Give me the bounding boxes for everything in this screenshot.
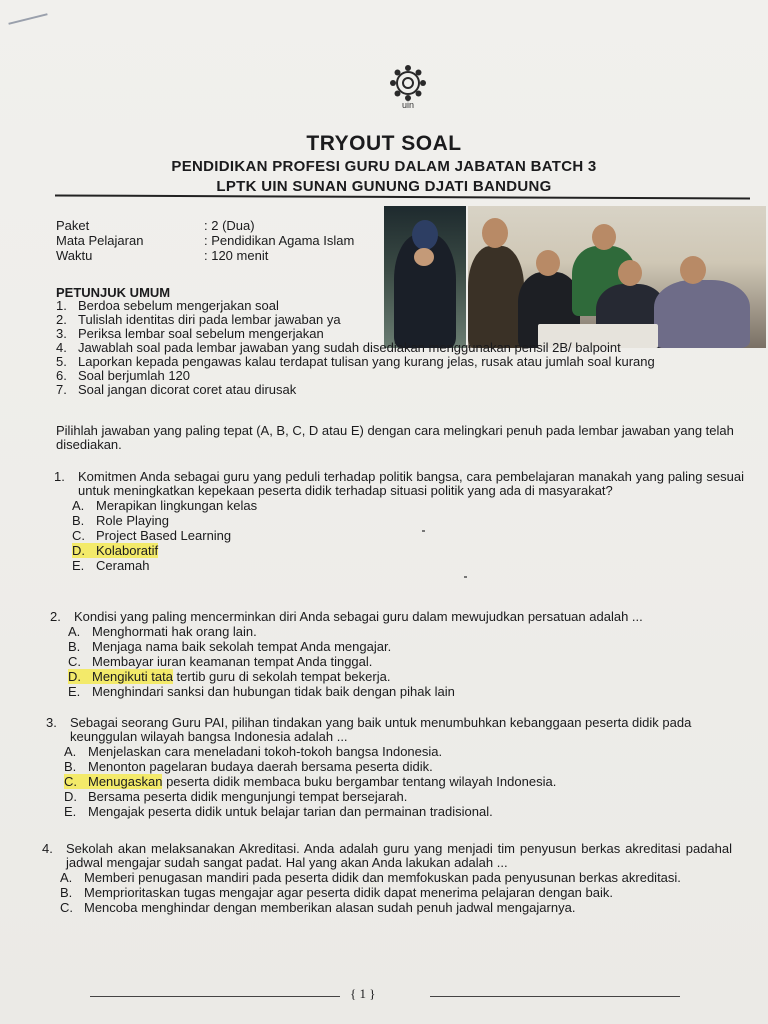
- list-item: 4. Jawablah soal pada lembar jawaban yang sudah disediakan menggunakan pensil 2B/ balpoint: [56, 340, 621, 355]
- list-item: 6. Soal berjumlah 120: [56, 368, 191, 383]
- uin-logo: [386, 64, 430, 120]
- meta-row: Paket : 2 (Dua): [56, 218, 255, 233]
- option: A. Merapikan lingkungan kelas: [72, 498, 258, 513]
- footer-line-right: [430, 996, 680, 997]
- option: B. Menonton pagelaran budaya daerah bersama peserta didik.: [64, 759, 433, 774]
- option: A. Menjelaskan cara meneladani tokoh-tokoh bangsa Indonesia.: [64, 744, 443, 759]
- doc-subtitle: PENDIDIKAN PROFESI GURU DALAM JABATAN BATCH 3: [171, 158, 597, 175]
- option: A. Memberi penugasan mandiri pada peserta didik dan memfokuskan pada penyusunan berkas akreditasi.: [60, 870, 681, 885]
- option: A. Menghormati hak orang lain.: [68, 624, 257, 639]
- option: C. Project Based Learning: [72, 528, 232, 543]
- list-item: 5. Laporkan kepada pengawas kalau terdapat tulisan yang kurang jelas, rusak atau jumlah soal kurang: [56, 354, 655, 369]
- footer-line-left: [90, 996, 340, 997]
- logo-text: uin: [401, 100, 414, 110]
- option: E. Ceramah: [72, 558, 150, 573]
- pen-mark: [8, 13, 47, 25]
- option: E. Menghindari sanksi dan hubungan tidak baik dengan pihak lain: [68, 684, 455, 699]
- question-1: 1. Komitmen Anda sebagai guru yang peduli terhadap politik bangsa, cara pembelajaran manakah yang paling sesuai untuk meningkatkan kepekaan peserta didik terhadap situasi politik yang ada di masyarakat? A. Merapikan lingkungan kelas B. Role Playing C. Project Based Learning D. Kolaboratif E. Ceramah: [54, 469, 744, 573]
- option-highlighted: D. Kolaboratif: [72, 543, 159, 558]
- option: B. Menjaga nama baik sekolah tempat Anda mengajar.: [68, 639, 392, 654]
- petunjuk-title: PETUNJUK UMUM: [56, 285, 171, 300]
- option: C. Membayar iuran keamanan tempat Anda tinggal.: [68, 654, 373, 669]
- option: C. Mencoba menghindar dengan memberikan alasan sudah penuh jadwal mengajarnya.: [60, 900, 576, 915]
- exam-meta: [56, 218, 354, 263]
- doc-title: TRYOUT SOAL: [306, 132, 462, 155]
- option: B. Role Playing: [72, 513, 169, 528]
- list-item: 3. Periksa lembar soal sebelum mengerjakan: [56, 326, 324, 341]
- option-highlighted: C. Menugaskan peserta didik membaca buku bergambar tentang wilayah Indonesia.: [64, 774, 557, 789]
- question-3: 3. Sebagai seorang Guru PAI, pilihan tindakan yang baik untuk menumbuhkan kebanggaan peserta didik pada keunggulan wilayah bangsa Indonesia adalah ... A. Menjelaskan cara meneladani tokoh-tokoh bangsa Indonesia. B. Menonton pagelaran budaya daerah bersama peserta didik. C. Menugaskan peserta didik membaca buku bergambar tentang wilayah Indonesia. D. Bersama peserta didik mengunjungi tempat bersejarah. E. Mengajak peserta didik untuk belajar tarian dan permainan tradisional.: [46, 716, 736, 819]
- option: D. Bersama peserta didik mengunjungi tempat bersejarah.: [64, 789, 408, 804]
- option: E. Mengajak peserta didik untuk belajar tarian dan permainan tradisional.: [64, 804, 493, 819]
- list-item: 2. Tulislah identitas diri pada lembar jawaban ya: [56, 312, 341, 327]
- speck: [422, 530, 425, 532]
- list-item: 7. Soal jangan dicorat coret atau dirusak: [56, 382, 297, 397]
- meta-row: Waktu : 120 menit: [56, 248, 269, 263]
- option-highlighted: D. Mengikuti tata tertib guru di sekolah tempat bekerja.: [68, 669, 391, 684]
- uin-emblem-icon: [388, 64, 428, 102]
- meta-row: Mata Pelajaran : Pendidikan Agama Islam: [56, 233, 355, 248]
- petunjuk-list: [56, 299, 756, 397]
- list-item: 1. Berdoa sebelum mengerjakan soal: [56, 298, 279, 313]
- answer-instruction: Pilihlah jawaban yang paling tepat (A, B, C, D atau E) dengan cara melingkari penuh pada lembar jawaban yang telah disediakan.: [56, 423, 734, 452]
- question-4: 4. Sekolah akan melaksanakan Akreditasi. Anda adalah guru yang menjadi tim penyusun berkas akreditasi padahal jadwal mengajar sudah sangat padat. Hal yang akan Anda lakukan adalah ... A. Memberi penugasan mandiri pada peserta didik dan memfokuskan pada penyusunan berkas akreditasi. B. Memprioritaskan tugas mengajar agar peserta didik dapat menerima pelajaran dengan baik. C. Mencoba menghindar dengan memberikan alasan sudah penuh jadwal mengajarnya.: [42, 841, 732, 915]
- question-2: 2. Kondisi yang paling mencerminkan diri Anda sebagai guru dalam mewujudkan persatuan adalah ... A. Menghormati hak orang lain. B. Menjaga nama baik sekolah tempat Anda mengajar. C. Membayar iuran keamanan tempat Anda tinggal. D. Mengikuti tata tertib guru di sekolah tempat bekerja. E. Menghindari sanksi dan hubungan tidak baik dengan pihak lain: [50, 610, 740, 699]
- doc-institution: LPTK UIN SUNAN GUNUNG DJATI BANDUNG: [216, 178, 552, 195]
- option: B. Memprioritaskan tugas mengajar agar peserta didik dapat menerima pelajaran dengan baik.: [60, 885, 613, 900]
- page-number: { 1 }: [350, 986, 376, 1001]
- header-rule: [55, 194, 750, 199]
- speck: [464, 576, 467, 578]
